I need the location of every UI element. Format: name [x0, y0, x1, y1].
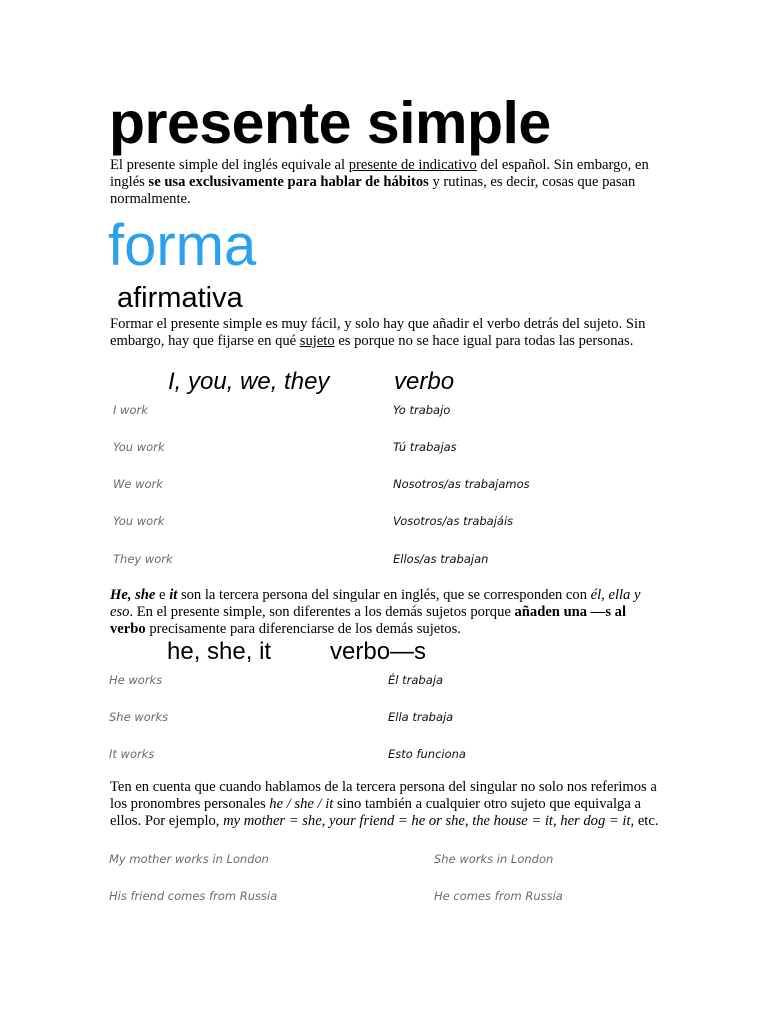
example-sentence: His friend comes from Russia — [109, 889, 278, 903]
third-person-text-4: precisamente para diferenciarse de los demás sujetos. — [145, 621, 461, 637]
table1-english-cell: I work — [113, 403, 148, 417]
table2-spanish-cell: Esto funciona — [388, 747, 466, 761]
third-person-bold-2: it — [169, 587, 178, 603]
afirmativa-text-1: Formar el presente simple es muy fácil, y solo hay que añadir el verbo detrás del sujeto. Sin embargo, hay que fijarse en qué — [110, 316, 646, 349]
note-text-2: sino también a cualquier otro sujeto que equivalga a ellos. Por ejemplo, — [110, 796, 641, 829]
table1-english-cell: We work — [113, 477, 163, 491]
table1-spanish-cell: Tú trabajas — [393, 440, 457, 454]
table1-header-subjects: I, you, we, they — [168, 368, 330, 395]
table2-spanish-cell: Él trabaja — [388, 673, 443, 687]
example-sentence: My mother works in London — [109, 852, 269, 866]
table2-english-cell: It works — [109, 747, 155, 761]
intro-text-2: del español. Sin embargo, en inglés — [110, 157, 649, 190]
third-person-text-2: son la tercera persona del singular en inglés, que se corresponden con — [177, 587, 591, 603]
example-pronoun-sentence: He comes from Russia — [434, 889, 563, 903]
afirmativa-heading: afirmativa — [117, 282, 243, 314]
table2-english-cell: He works — [109, 673, 163, 687]
note-text-3: etc. — [634, 813, 659, 829]
page-title: presente simple — [109, 90, 551, 156]
table2-header-subjects: he, she, it — [167, 638, 272, 665]
third-person-text-3: . En el presente simple, son diferentes a los demás sujetos porque — [129, 604, 515, 620]
third-person-bold-1: He, she — [110, 587, 156, 603]
note-paragraph — [110, 779, 660, 830]
intro-bold-text: se usa exclusivamente para hablar de hábitos — [148, 174, 429, 190]
afirmativa-text-2: es porque no se hace igual para todas las personas. — [334, 333, 634, 349]
third-person-italic: él, ella y eso — [110, 587, 641, 620]
table2-header-verb: verbo—s — [330, 638, 427, 665]
presente-de-indicativo-link[interactable]: presente de indicativo — [348, 157, 477, 173]
table2-english-cell: She works — [109, 710, 169, 724]
afirmativa-paragraph — [110, 316, 660, 350]
table2-spanish-cell: Ella trabaja — [388, 710, 454, 724]
table1-english-cell: You work — [113, 440, 165, 454]
third-person-paragraph — [110, 587, 660, 638]
third-person-bold-3: añaden una —s al verbo — [110, 604, 627, 637]
intro-text-3: y rutinas, es decir, cosas que pasan normalmente. — [110, 174, 636, 207]
table1-spanish-cell: Vosotros/as trabajáis — [393, 514, 514, 528]
note-italic-1: he / she / it — [269, 796, 334, 812]
intro-text-1: El presente simple del inglés equivale al — [110, 157, 349, 173]
note-italic-2: my mother = she, your friend = he or she, the house = it, her dog = it, — [223, 813, 635, 829]
intro-paragraph — [110, 157, 660, 208]
example-pronoun-sentence: She works in London — [434, 852, 554, 866]
table1-header-verb: verbo — [394, 368, 455, 395]
forma-heading: forma — [108, 213, 257, 278]
third-person-text-1: e — [155, 587, 170, 603]
note-text-1: Ten en cuenta que cuando hablamos de la tercera persona del singular no solo nos referimos a los pronombres personales — [110, 779, 657, 812]
table1-spanish-cell: Nosotros/as trabajamos — [393, 477, 530, 491]
table1-english-cell: They work — [113, 552, 173, 566]
table1-spanish-cell: Yo trabajo — [393, 403, 451, 417]
table1-spanish-cell: Ellos/as trabajan — [393, 552, 489, 566]
sujeto-link[interactable]: sujeto — [299, 333, 335, 349]
table1-english-cell: You work — [113, 514, 165, 528]
